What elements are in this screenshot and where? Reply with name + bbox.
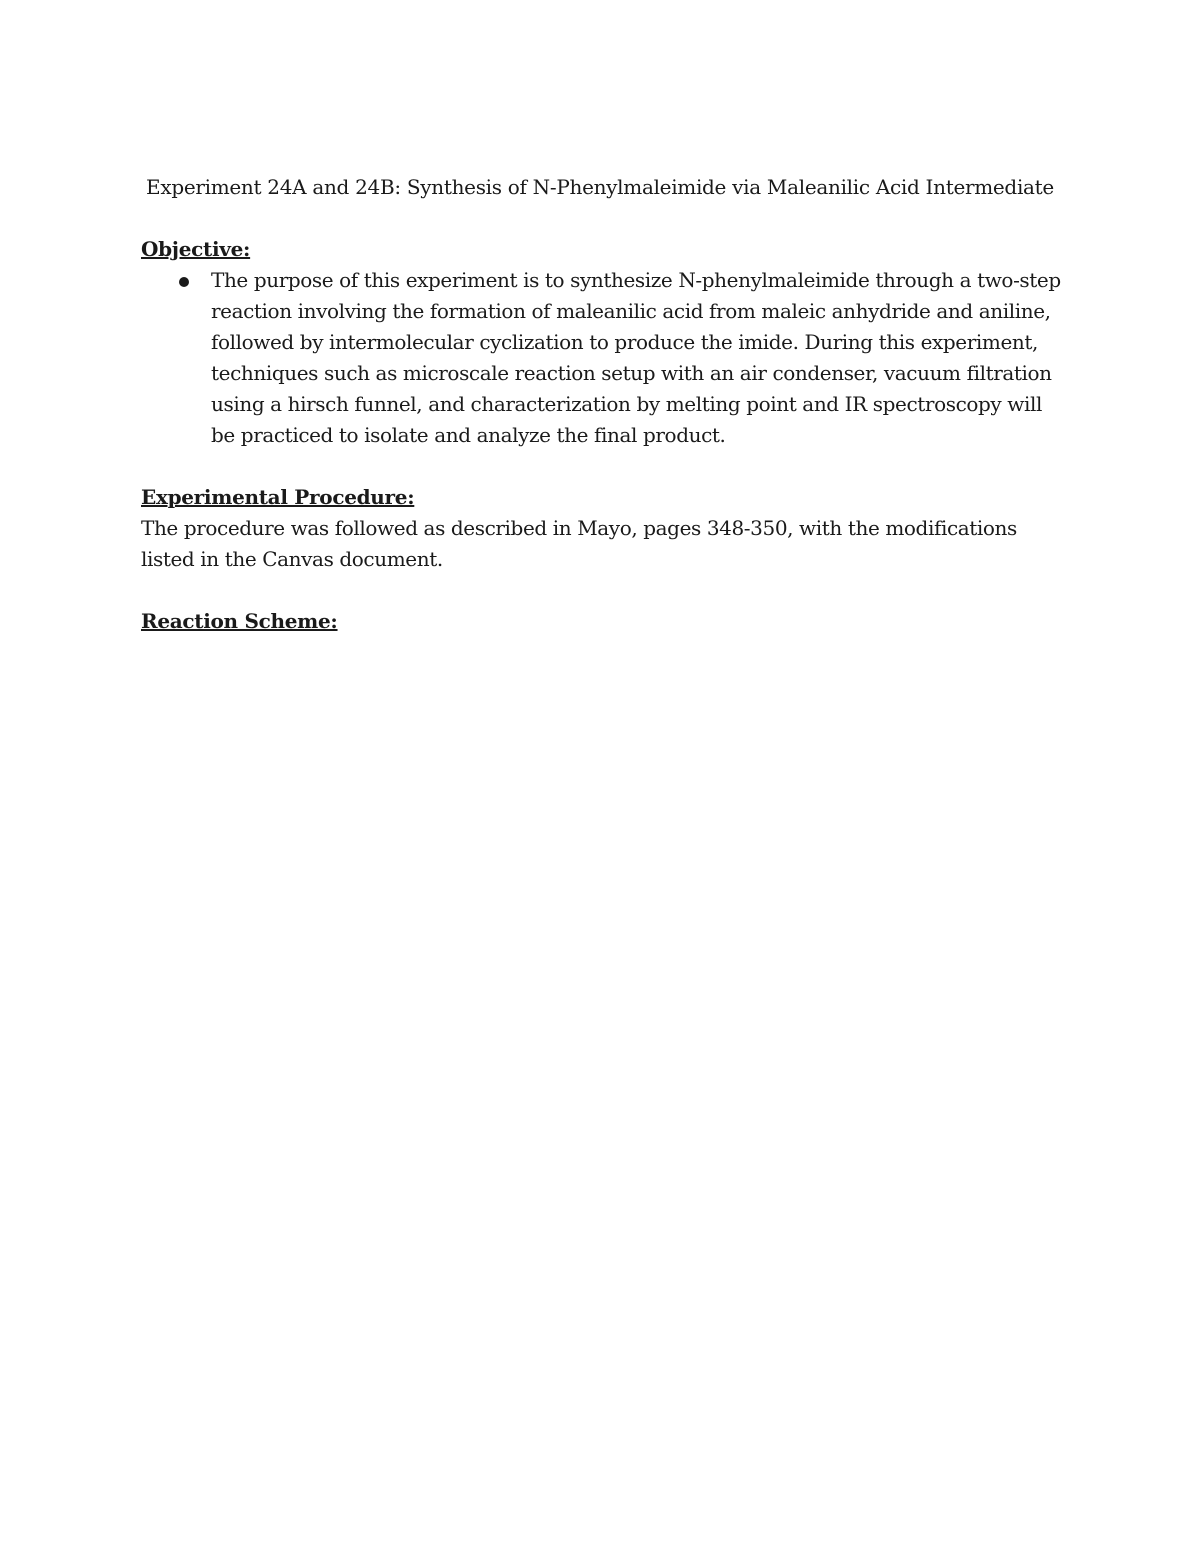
objective-bullet-list (141, 265, 1061, 451)
procedure-heading: Experimental Procedure: (141, 485, 415, 509)
reaction-scheme-heading: Reaction Scheme: (141, 609, 338, 633)
bullet-icon (179, 277, 189, 287)
objective-bullet-item (141, 265, 1061, 451)
document-title: Experiment 24A and 24B: Synthesis of N-Phenylmaleimide via Maleanilic Acid Intermediate (146, 175, 1054, 199)
objective-heading: Objective: (141, 237, 251, 261)
procedure-text: The procedure was followed as described in Mayo, pages 348-350, with the modifications listed in the Canvas document. (141, 516, 1017, 571)
objective-bullet-text: The purpose of this experiment is to synthesize N-phenylmaleimide through a two-step reaction involving the formation of maleanilic acid from maleic anhydride and aniline, followed by intermolecular cyclization to produce the imide. During this experiment, techniques such as microscale reaction setup with an air condenser, vacuum filtration using a hirsch funnel, and characterization by melting point and IR spectroscopy will be practiced to isolate and analyze the final product. (211, 268, 1061, 447)
